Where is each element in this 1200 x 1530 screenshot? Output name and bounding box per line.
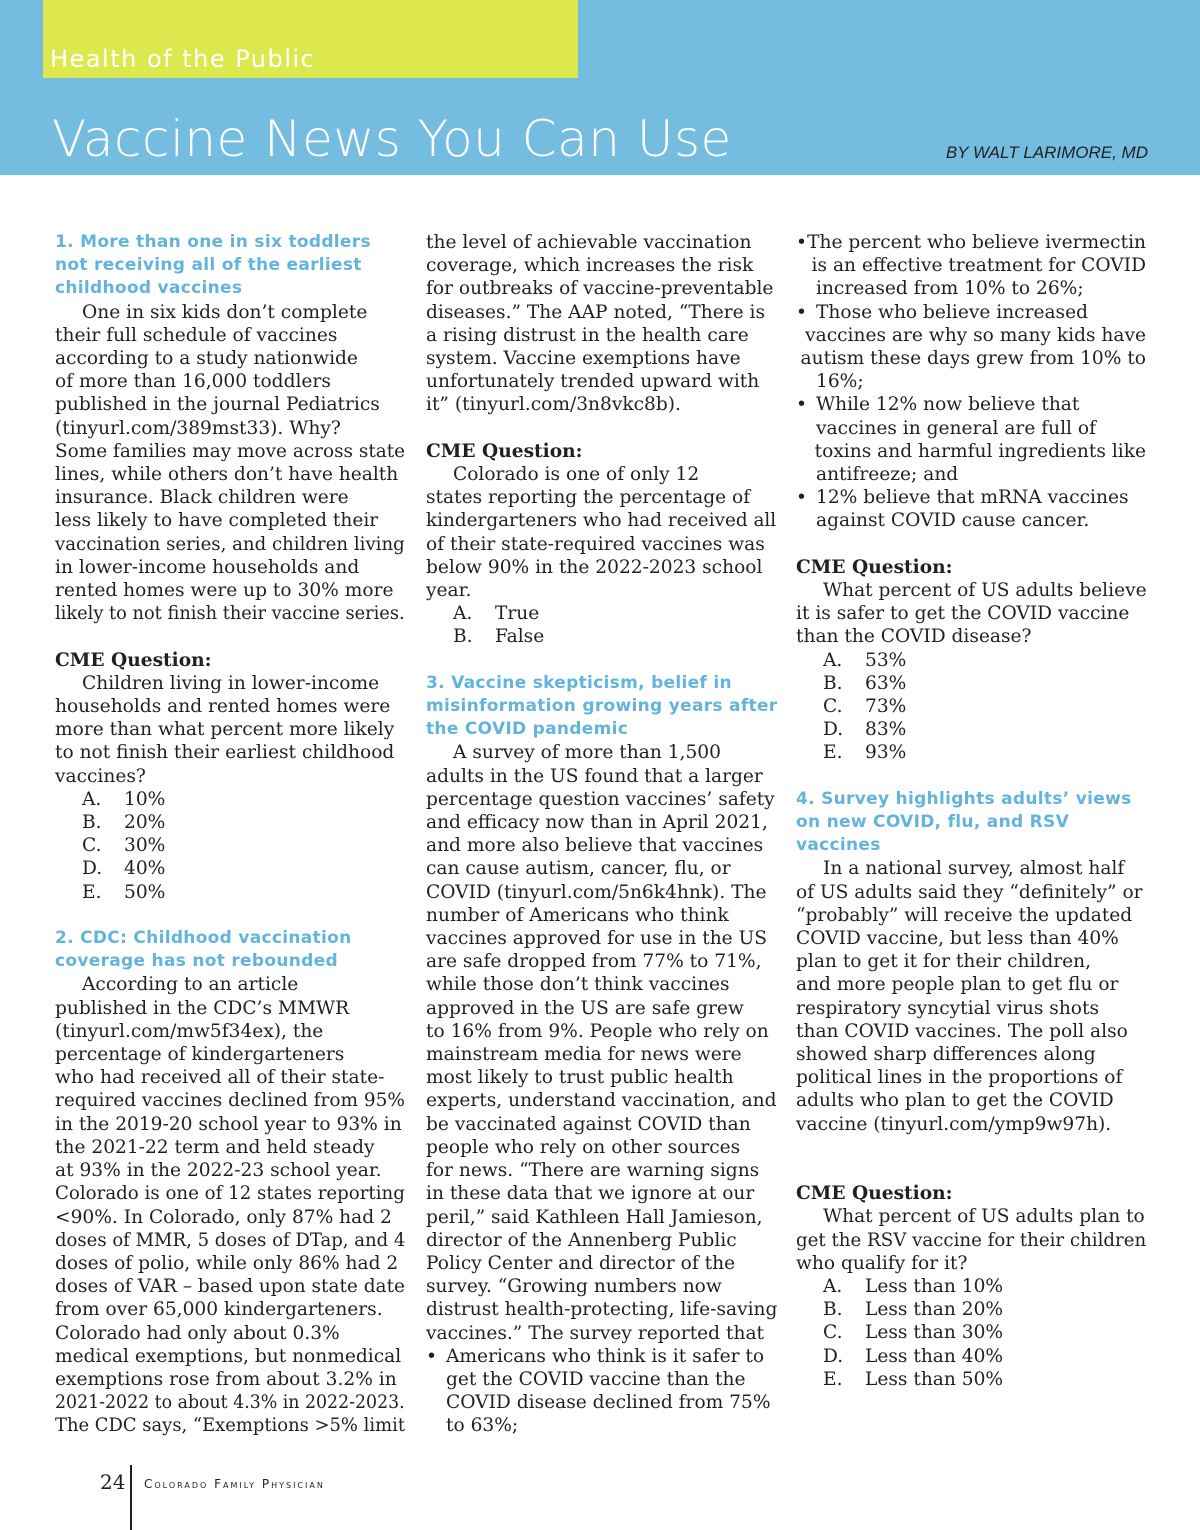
paragraph-line: One in six kids don’t complete [82, 301, 368, 323]
option-letter: B. [823, 1299, 843, 1321]
paragraph-line: According to an article [82, 974, 299, 996]
text-line: mainstream media for news were [426, 1044, 742, 1066]
answer-option [55, 811, 405, 834]
text-line: system. Vaccine exemptions have [426, 348, 741, 370]
bullet-line [796, 440, 1146, 463]
text-line: doses of VAR – based upon state date [55, 1276, 405, 1298]
option-letter: E. [82, 881, 102, 903]
text-line: “probably” will receive the updated [796, 904, 1133, 926]
text-line: of US adults said they “definitely” or [796, 881, 1143, 903]
answer-option [426, 602, 776, 625]
text-line: (tinyurl.com/mw5f34ex), the [55, 1020, 324, 1042]
answer-option [55, 788, 405, 811]
answer-option [426, 625, 776, 648]
answer-option [55, 857, 405, 880]
section-heading: on new COVID, flu, and RSV [796, 812, 1070, 833]
text-line: year. [426, 580, 472, 602]
bullet-mark [796, 417, 816, 440]
text-line: adults in the US found that a larger [426, 765, 763, 787]
text-line: number of Americans who think [426, 904, 729, 926]
bullet-mark [796, 254, 812, 277]
text-line: required vaccines declined from 95% [55, 1090, 405, 1112]
option-text: 20% [124, 812, 166, 834]
option-text: 63% [865, 672, 907, 694]
text-line: plan to get it for their children, [796, 951, 1092, 973]
text-line: doses of polio, while only 86% had 2 [55, 1252, 399, 1274]
bullet-text: to 63%; [446, 1415, 519, 1437]
option-text: 83% [865, 719, 907, 741]
text-line: get the RSV vaccine for their children [796, 1229, 1147, 1251]
paragraph-line: What percent of US adults plan to [823, 1206, 1145, 1228]
text-line: while those don’t think vaccines [426, 974, 730, 996]
journal-name: Colorado Family Physician [144, 1477, 325, 1491]
option-text: Less than 50% [865, 1368, 1004, 1390]
text-line: than COVID vaccines. The poll also [796, 1020, 1128, 1042]
option-text: 93% [865, 742, 907, 764]
option-text: True [495, 603, 540, 625]
text-line: medical exemptions, but nonmedical [55, 1345, 402, 1367]
option-text: Less than 40% [865, 1345, 1004, 1367]
text-line: exemptions rose from about 3.2% in [55, 1368, 397, 1390]
bullet-mark [796, 324, 805, 347]
bullet-text: vaccines are why so many kids have [805, 324, 1146, 346]
answer-option [55, 834, 405, 857]
bullet-line [426, 1345, 776, 1368]
text-line: vaccine (tinyurl.com/ymp9w97h). [796, 1113, 1112, 1135]
bullet-text: antifreeze; and [816, 464, 959, 486]
bullet-mark [796, 463, 816, 486]
text-line: it is safer to get the COVID vaccine [796, 603, 1130, 625]
option-letter: D. [823, 1345, 844, 1367]
text-line: less likely to have completed their [55, 510, 379, 532]
spacer [426, 417, 776, 440]
cme-question-label: CME Question: [426, 440, 583, 462]
text-line: to 16% from 9%. People who rely on [426, 1020, 769, 1042]
bullet-text: 16%; [816, 371, 864, 393]
bullet-line [796, 347, 1146, 370]
spacer [796, 1136, 1146, 1159]
bullet-text: increased from 10% to 26%; [816, 278, 1084, 300]
text-line: a rising distrust in the health care [426, 324, 749, 346]
answer-option [796, 1368, 1146, 1391]
text-line: states reporting the percentage of [426, 487, 751, 509]
option-text: Less than 30% [865, 1322, 1004, 1344]
text-line: distrust health-protecting, life-saving [426, 1299, 778, 1321]
section-heading: vaccines [796, 835, 881, 856]
text-line: percentage question vaccines’ safety [426, 788, 775, 810]
bullet-line [426, 1368, 776, 1391]
option-letter: D. [823, 719, 844, 741]
bullet-line [796, 231, 1146, 254]
option-letter: E. [823, 1368, 843, 1390]
option-letter: A. [823, 1276, 843, 1298]
bullet-text: vaccines in general are full of [816, 417, 1096, 439]
text-line: than the COVID disease? [796, 626, 1032, 648]
text-line: 2021-2022 to about 4.3% in 2022-2023. [55, 1392, 405, 1414]
bullet-mark [796, 440, 815, 463]
option-text: 40% [124, 858, 166, 880]
bullet-line [796, 277, 1146, 300]
bullet-line [426, 1414, 776, 1437]
option-text: 50% [124, 881, 166, 903]
text-line: the 2021-22 term and held steady [55, 1136, 375, 1158]
option-letter: D. [82, 858, 103, 880]
bullet-mark: • [796, 487, 807, 509]
section-heading: 2. CDC: Childhood vaccination [55, 928, 352, 949]
bullet-text: autism these days grew from 10% to [800, 348, 1146, 370]
text-line: published in the CDC’s MMWR [55, 997, 350, 1019]
text-line: of more than 16,000 toddlers [55, 371, 331, 393]
text-line: Some families may move across state [55, 440, 406, 462]
bullet-text: get the COVID vaccine than the [446, 1368, 746, 1390]
text-line: at 93% in the 2022-23 school year. [55, 1160, 382, 1182]
spacer [796, 765, 1146, 788]
column-3 [796, 231, 1146, 1391]
option-letter: C. [823, 696, 843, 718]
answer-option [796, 1298, 1146, 1321]
bullet-line [796, 301, 1146, 324]
text-line: in these data that we ignore at our [426, 1183, 755, 1205]
text-line: for news. “There are warning signs [426, 1160, 760, 1182]
bullet-text: The percent who believe ivermectin [807, 232, 1146, 253]
section-heading: 1. More than one in six toddlers [55, 232, 371, 252]
text-line: and more also believe that vaccines [426, 835, 764, 857]
text-line: lines, while others don’t have health [55, 464, 399, 486]
option-letter: B. [82, 812, 102, 834]
text-line: political lines in the proportions of [796, 1067, 1123, 1089]
option-letter: B. [453, 626, 473, 648]
text-line: vaccines approved for use in the US [426, 928, 767, 950]
text-line: percentage of kindergarteners [55, 1044, 345, 1066]
answer-option [55, 881, 405, 904]
bullet-text: While 12% now believe that [816, 394, 1080, 416]
bullet-line [796, 254, 1146, 277]
bullet-mark [796, 370, 816, 393]
text-line: be vaccinated against COVID than [426, 1113, 751, 1135]
text-line: vaccines.” The survey reported that [426, 1322, 765, 1344]
text-line: people who rely on other sources [426, 1136, 741, 1158]
text-line: likely to not finish their vaccine series. [55, 603, 405, 625]
bullet-line [796, 486, 1146, 509]
section-heading: childhood vaccines [55, 278, 243, 299]
option-text: 73% [865, 696, 907, 718]
text-line: rented homes were up to 30% more [55, 580, 394, 602]
text-line: adults who plan to get the COVID [796, 1090, 1114, 1112]
bullet-mark: • [426, 1345, 437, 1367]
text-line: vaccines? [55, 765, 146, 787]
answer-option [796, 1275, 1146, 1298]
paragraph-line: Colorado is one of only 12 [453, 464, 700, 486]
text-line: The CDC says, “Exemptions >5% limit [55, 1415, 406, 1437]
text-line: who had received all of their state- [55, 1067, 385, 1089]
option-letter: A. [823, 649, 843, 671]
bullet-text: Americans who think is it safer to [446, 1345, 765, 1367]
answer-option [796, 1345, 1146, 1368]
section-heading: misinformation growing years after [426, 696, 778, 717]
option-letter: B. [823, 672, 843, 694]
text-line: most likely to trust public health [426, 1067, 734, 1089]
byline: BY WALT LARIMORE, MD [945, 143, 1148, 162]
option-letter: C. [823, 1322, 843, 1344]
option-letter: C. [82, 835, 102, 857]
text-line: peril,” said Kathleen Hall Jamieson, [426, 1206, 763, 1228]
answer-option [796, 695, 1146, 718]
text-line: of their state-required vaccines was [426, 533, 765, 555]
bullet-text: is an effective treatment for COVID [811, 255, 1146, 277]
text-line: (tinyurl.com/389mst33). Why? [55, 417, 341, 439]
column-1 [55, 231, 405, 1438]
text-line: are safe dropped from 77% to 71%, [426, 951, 762, 973]
spacer [55, 904, 405, 927]
spacer [426, 649, 776, 672]
option-letter: A. [82, 788, 102, 810]
text-line: experts, understand vaccination, and [426, 1090, 777, 1112]
page-number: 24 [100, 1470, 126, 1494]
answer-option [796, 672, 1146, 695]
option-letter: E. [823, 742, 843, 764]
paragraph-line: A survey of more than 1,500 [453, 742, 721, 764]
paragraph-line: What percent of US adults believe [823, 580, 1147, 602]
text-line: it” (tinyurl.com/3n8vkc8b). [426, 394, 681, 416]
text-line: <90%. In Colorado, only 87% had 2 [55, 1206, 392, 1228]
bullet-text: 12% believe that mRNA vaccines [816, 487, 1129, 509]
section-label: Health of the Public [50, 45, 316, 73]
answer-option [796, 741, 1146, 764]
option-letter: A. [453, 603, 473, 625]
text-line: survey. “Growing numbers now [426, 1276, 722, 1298]
section-heading: the COVID pandemic [426, 719, 629, 740]
bullet-text: Those who believe increased [816, 301, 1089, 323]
text-line: kindergarteners who had received all [426, 510, 777, 532]
text-line: who qualify for it? [796, 1252, 968, 1274]
answer-option [796, 1321, 1146, 1344]
text-line: showed sharp differences along [796, 1044, 1096, 1066]
bullet-line [796, 463, 1146, 486]
answer-option [796, 649, 1146, 672]
text-line: Colorado is one of 12 states reporting [55, 1183, 405, 1205]
text-line: director of the Annenberg Public [426, 1229, 737, 1251]
bullet-text: against COVID cause cancer. [816, 510, 1090, 532]
text-line: in the 2019-20 school year to 93% in [55, 1113, 402, 1135]
text-line: below 90% in the 2022-2023 school [426, 556, 763, 578]
option-text: Less than 20% [865, 1299, 1004, 1321]
bullet-line [796, 393, 1146, 416]
bullet-mark: • [796, 301, 807, 323]
bullet-line [426, 1391, 776, 1414]
bullet-mark [426, 1391, 446, 1414]
cme-question-label: CME Question: [55, 649, 212, 671]
bullet-mark: • [796, 394, 807, 416]
option-text: 10% [124, 788, 166, 810]
footer-divider [130, 1465, 132, 1530]
text-line: their full schedule of vaccines [55, 324, 338, 346]
text-line: COVID vaccine, but less than 40% [796, 928, 1119, 950]
section-heading: coverage has not rebounded [55, 951, 338, 972]
bullet-line [796, 509, 1146, 532]
text-line: coverage, which increases the risk [426, 255, 754, 277]
option-text: 53% [865, 649, 907, 671]
text-line: Colorado had only about 0.3% [55, 1322, 340, 1344]
bullet-text: COVID disease declined from 75% [446, 1392, 771, 1414]
bullet-text: toxins and harmful ingredients like [814, 440, 1146, 462]
bullet-mark [426, 1414, 446, 1437]
text-line: from over 65,000 kindergarteners. [55, 1299, 383, 1321]
text-line: approved in the US are safe grew [426, 997, 744, 1019]
bullet-mark [796, 509, 816, 532]
text-line: diseases.” The AAP noted, “There is [426, 301, 766, 323]
text-line: unfortunately trended upward with [426, 371, 760, 393]
cme-question-label: CME Question: [796, 1183, 953, 1205]
option-text: False [495, 626, 545, 648]
text-line: households and rented homes were [55, 696, 391, 718]
section-heading: 4. Survey highlights adults’ views [796, 788, 1132, 809]
option-text: Less than 10% [865, 1276, 1004, 1298]
bullet-line [796, 370, 1146, 393]
column-2 [426, 231, 776, 1438]
spacer [796, 533, 1146, 556]
section-heading: not receiving all of the earliest [55, 255, 362, 276]
text-line: in lower-income households and [55, 556, 360, 578]
text-line: insurance. Black children were [55, 487, 349, 509]
bullet-mark [426, 1368, 446, 1391]
text-line: Policy Center and director of the [426, 1252, 736, 1274]
article-title: Vaccine News You Can Use [52, 110, 732, 168]
text-line: according to a study nationwide [55, 348, 358, 370]
text-line: doses of MMR, 5 doses of DTap, and 4 [55, 1229, 406, 1251]
text-line: to not finish their earliest childhood [55, 742, 395, 764]
bullet-mark: • [796, 232, 807, 253]
cme-question-label: CME Question: [796, 556, 953, 578]
bullet-line [796, 324, 1146, 347]
text-line: can cause autism, cancer, flu, or [426, 858, 731, 880]
text-line: COVID (tinyurl.com/5n6k4hnk). The [426, 881, 767, 903]
paragraph-line: Children living in lower-income [82, 672, 380, 694]
text-line: respiratory syncytial virus shots [796, 997, 1100, 1019]
text-line: and more people plan to get flu or [796, 974, 1119, 996]
text-line: and efficacy now than in April 2021, [426, 812, 768, 834]
bullet-mark [796, 277, 816, 300]
answer-option [796, 718, 1146, 741]
text-line: the level of achievable vaccination [426, 232, 752, 253]
bullet-line [796, 417, 1146, 440]
text-line: more than what percent more likely [55, 719, 395, 741]
spacer [55, 625, 405, 648]
section-heading: 3. Vaccine skepticism, belief in [426, 672, 732, 693]
spacer [796, 1159, 1146, 1182]
text-line: published in the journal Pediatrics [55, 394, 380, 416]
text-line: for outbreaks of vaccine-preventable [426, 278, 774, 300]
option-text: 30% [124, 835, 166, 857]
text-line: vaccination series, and children living [55, 533, 405, 555]
paragraph-line: In a national survey, almost half [823, 858, 1125, 880]
